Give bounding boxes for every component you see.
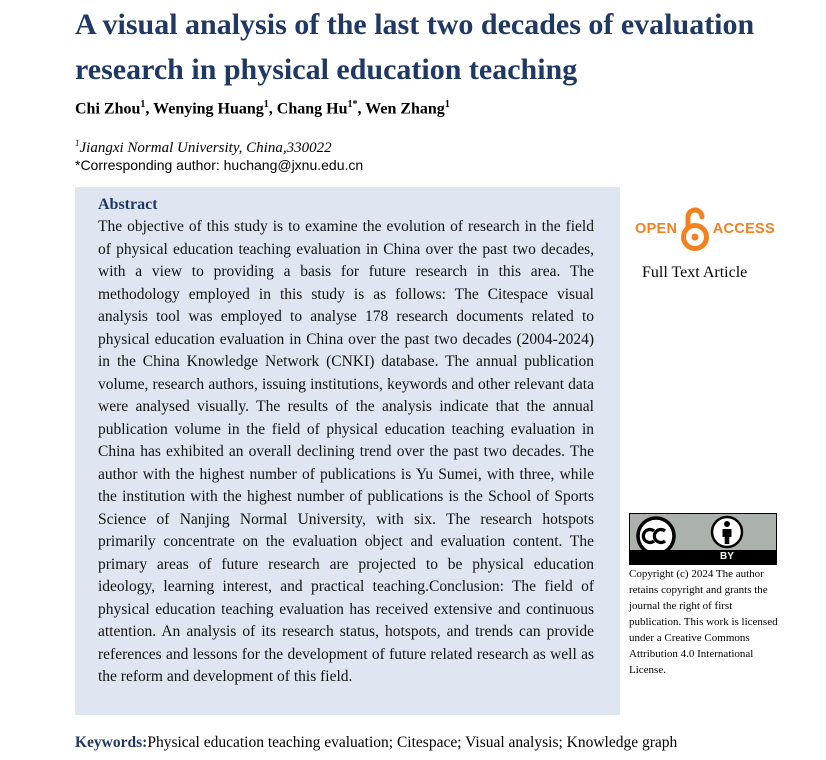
keywords-label: Keywords: <box>75 734 148 751</box>
open-access-right-word: ACCESS <box>712 221 775 237</box>
cc-by-bar <box>630 550 776 564</box>
author-name: Chang Hu <box>276 100 348 118</box>
author-affiliation-mark: 1 <box>444 99 450 110</box>
author-name: Wen Zhang <box>365 100 445 118</box>
author-affiliation-mark: 1 <box>140 99 146 110</box>
author-separator: , <box>357 100 366 118</box>
open-access-lock-icon <box>680 206 710 252</box>
author-affiliation-mark: 1 <box>263 99 269 110</box>
author-affiliation-mark: 1* <box>347 99 358 110</box>
corresponding-author: *Corresponding author: huchang@jxnu.edu.cn <box>75 157 364 173</box>
author-name: Chi Zhou <box>75 100 141 118</box>
open-access-left-word: OPEN <box>635 221 678 237</box>
author-list <box>75 95 450 119</box>
author-separator: , <box>268 100 277 118</box>
abstract-heading: Abstract <box>98 196 158 213</box>
author-name: Wenying Huang <box>153 100 264 118</box>
full-text-article-label: Full Text Article <box>642 264 748 281</box>
keywords-line <box>75 733 677 753</box>
author-separator: , <box>145 100 154 118</box>
abstract-body: The objective of this study is to examine the evolution of research in the field of physical education teaching evaluation in China over the past two decades, with a view to providing a basis for future research in this area. The methodology employed in this study is as follows: The Citespace visual analysis tool was employed to analyse 178 research documents related to physical education evaluation in China over the past two decades (2004-2024) in the China Knowledge Network (CNKI) database. The annual publication volume, research authors, issuing institutions, keywords and other relevant data were analysed visually. The results of the analysis indicate that the annual publication volume in the field of physical education teaching evaluation in China has exhibited an overall declining trend over the past two decades. The author with the highest number of publications is Yu Sumei, with three, while the institution with the highest number of publications is the School of Sports Science of Nanjing Normal University, with six. The research hotspots primarily concentrate on the evaluation object and evaluation content. The primary areas of future research are projected to be physical education ideology, learning interest, and practical teaching.Conclusion: The field of physical education teaching evaluation has received extensive and continuous attention. An analysis of its research status, hotspots, and trends can provide references and lessons for the development of future related research as well as the reform and development of this field. <box>98 218 594 685</box>
attribution-person-icon <box>710 515 744 549</box>
copyright-notice: Copyright (c) 2024 The author retains copyright and grants the journal the right of first publication. This work is licensed under a Creative Commons Attribution 4.0 International License. <box>629 568 778 676</box>
affiliation-mark: 1 <box>75 138 80 148</box>
cc-by-license-badge[interactable] <box>629 513 777 565</box>
paper-title: A visual analysis of the last two decades of evaluation research in physical education teaching <box>75 8 755 86</box>
cc-by-label: BY <box>720 551 734 562</box>
affiliation-text: Jiangxi Normal University, China,330022 <box>79 140 332 156</box>
keywords-text: Physical education teaching evaluation; Citespace; Visual analysis; Knowledge graph <box>147 734 678 751</box>
open-access-logo <box>635 205 775 253</box>
